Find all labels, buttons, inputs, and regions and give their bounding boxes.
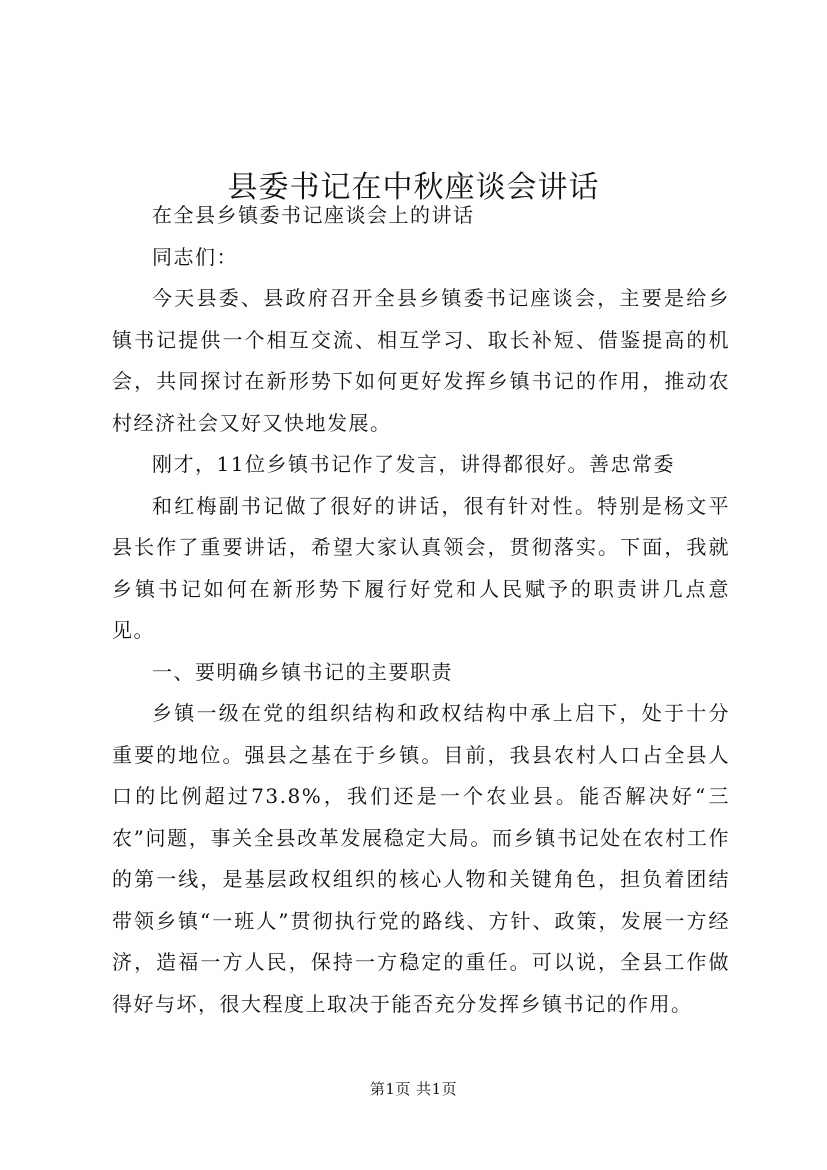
document-title: 县委书记在中秋座谈会讲话	[227, 170, 600, 206]
paragraph-section-1: 乡镇一级在党的组织结构和政权结构中承上启下，处于十分重要的地位。强县之基在于乡镇。目前，我县农村人口占全县人口的比例超过73.8%，我们还是一个农业县。能否解决好“三农”问题，事关全县改革发展稳定大局。而乡镇书记处在农村工作的第一线，是基层政权组织的核心人物和关键角色，担负着团结带领乡镇“一班人”贯彻执行党的路线、方针、政策，发展一方经济，造福一方人民，保持一方稳定的重任。可以说，全县工作做得好与坏，很大程度上取决于能否充分发挥乡镇书记的作用。	[112, 701, 730, 1016]
paragraph-speakers-continued: 和红梅副书记做了很好的讲话，很有针对性。特别是杨文平县长作了重要讲话，希望大家认真领会，贯彻落实。下面，我就乡镇书记如何在新形势下履行好党和人民赋予的职责讲几点意见。	[112, 493, 730, 642]
paragraph-opening: 今天县委、县政府召开全县乡镇委书记座谈会，主要是给乡镇书记提供一个相互交流、相互学习、取长补短、借鉴提高的机会，共同探讨在新形势下如何更好发挥乡镇书记的作用，推动农村经济社会又好又快地发展。	[112, 286, 730, 435]
page-footer: 第1页 共1页	[369, 1080, 458, 1098]
document-body	[112, 195, 730, 1025]
paragraph-speakers: 刚才，11位乡镇书记作了发言，讲得都很好。善忠常委	[152, 452, 675, 476]
section-heading-1: 一、要明确乡镇书记的主要职责	[152, 659, 453, 684]
paragraph-subtitle: 在全县乡镇委书记座谈会上的讲话	[152, 203, 475, 227]
paragraph-salutation: 同志们：	[152, 244, 238, 269]
